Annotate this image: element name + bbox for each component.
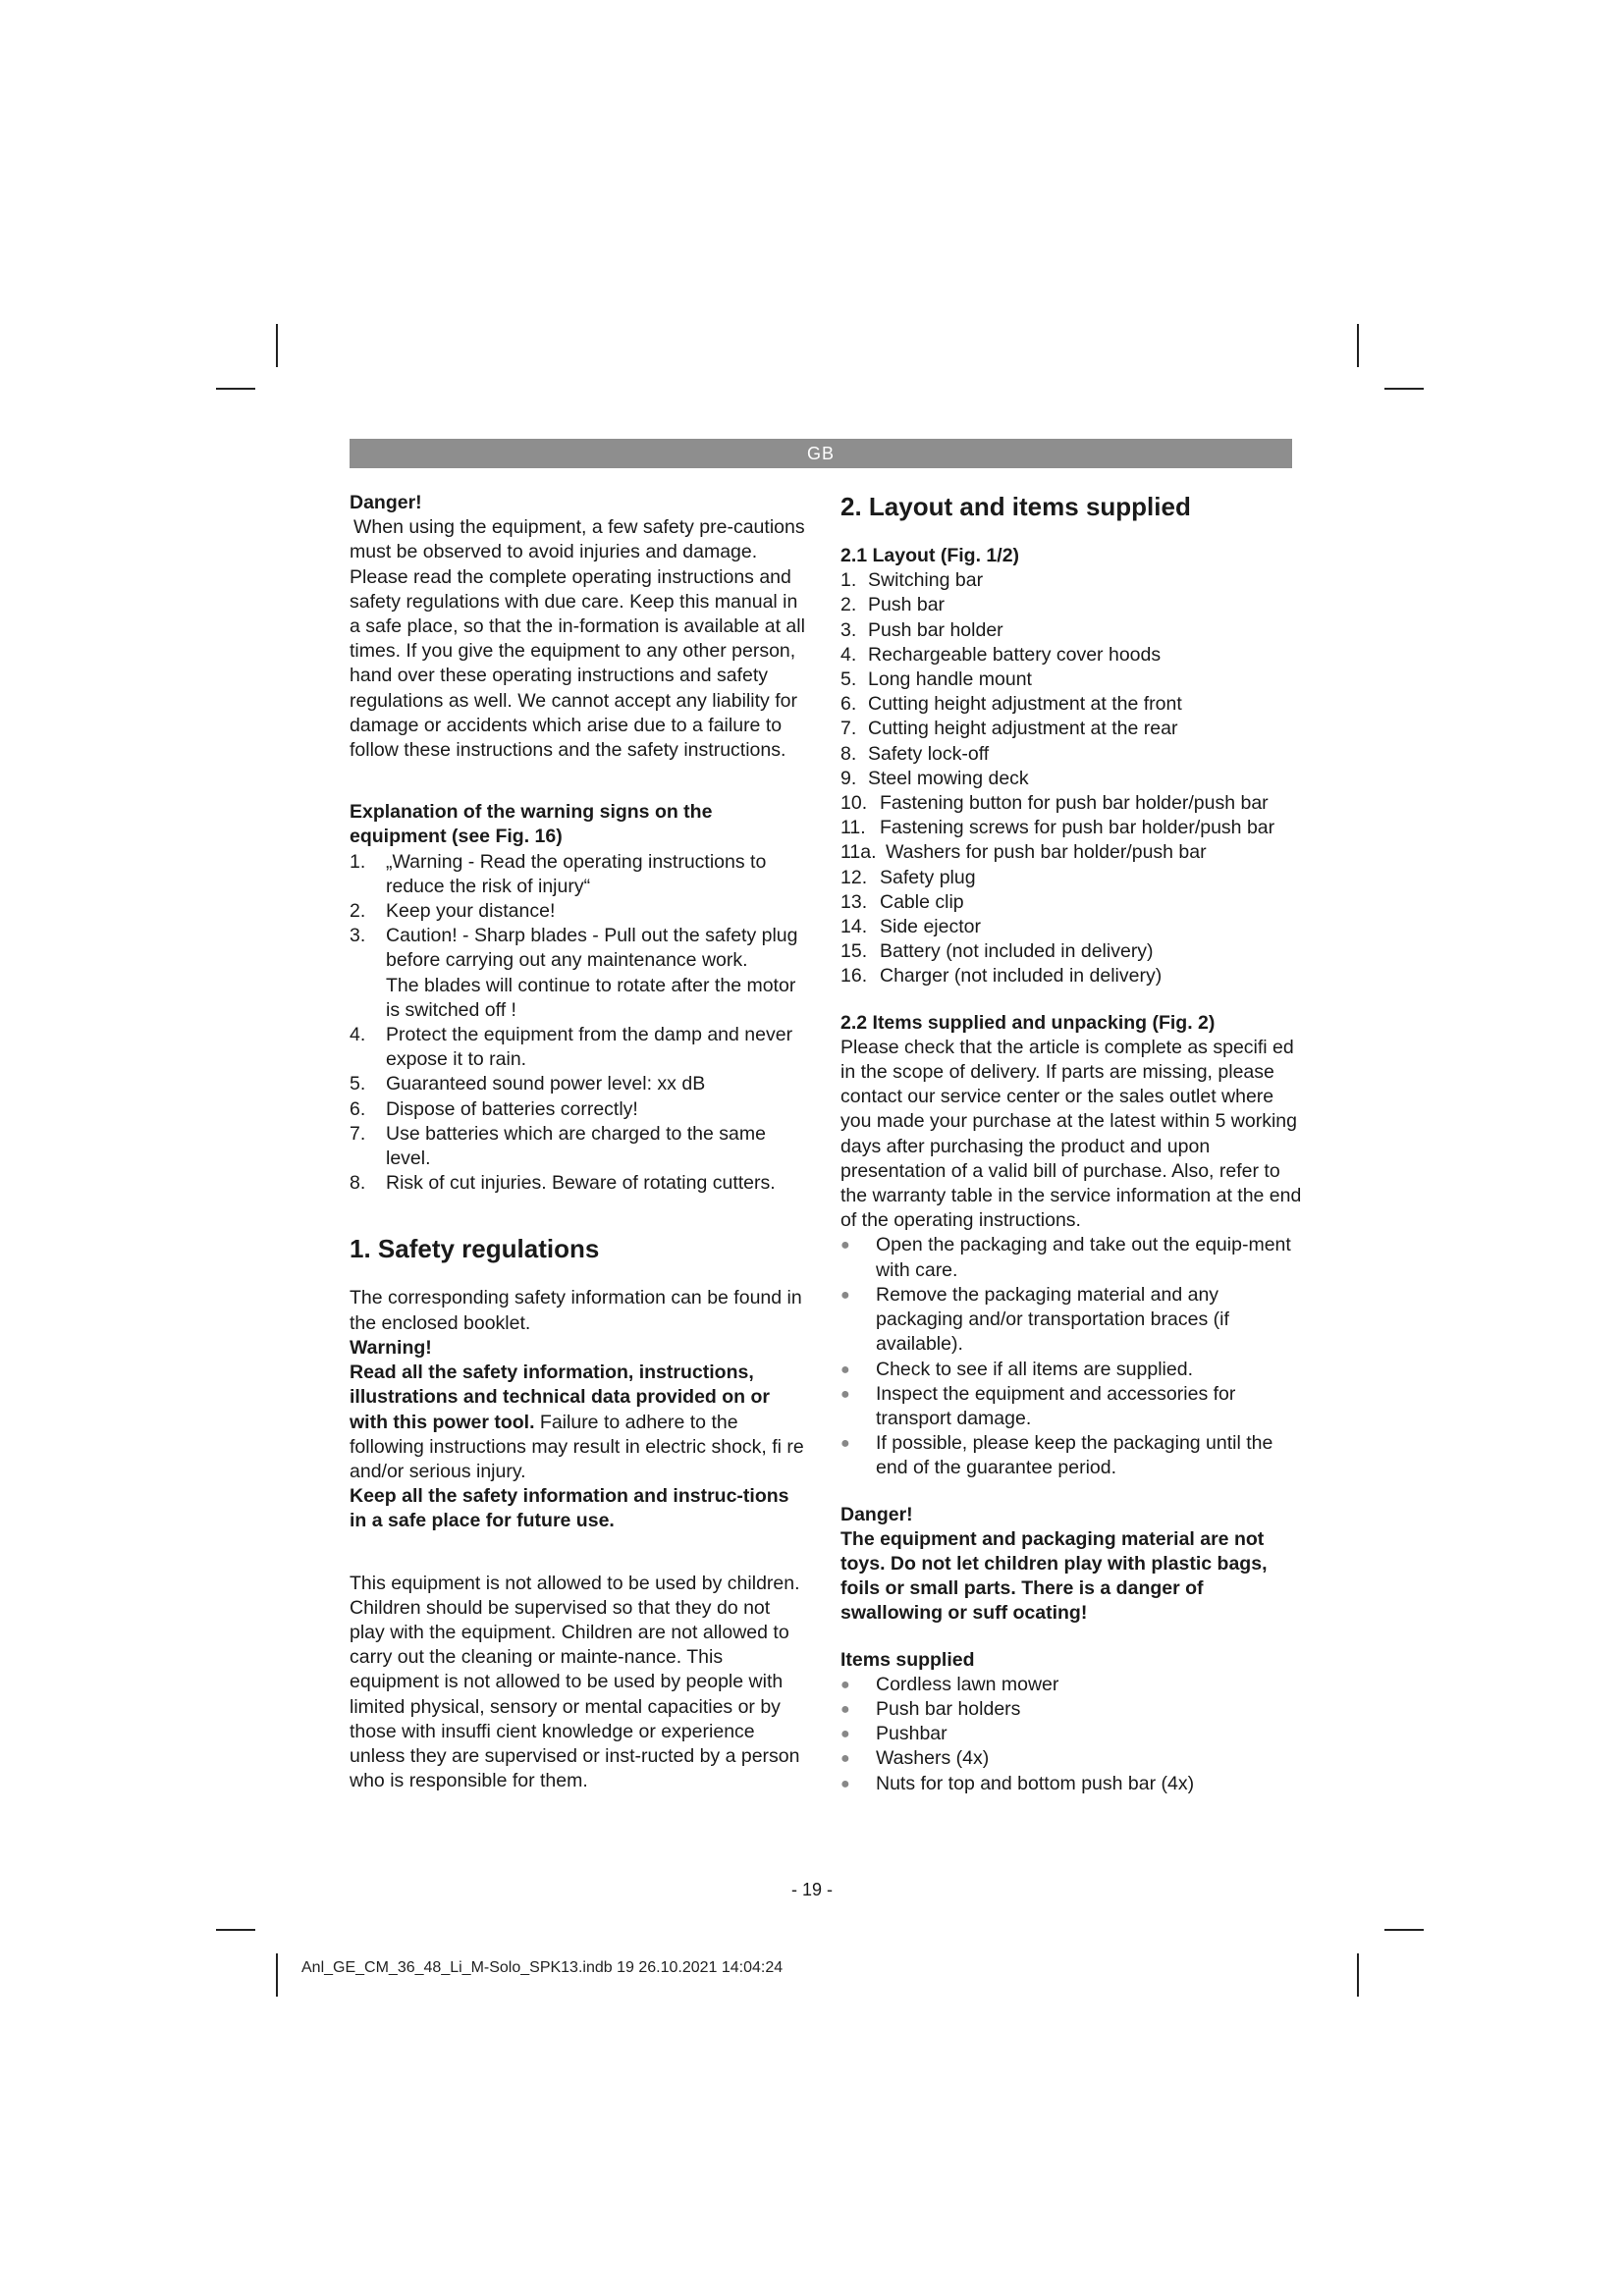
list-item-text: Protect the equipment from the damp and never expose it to rain. (386, 1024, 793, 1071)
list-item-text: The blades will continue to rotate after the motor is switched off ! (386, 974, 796, 1021)
list-item-number: 6. (350, 1097, 366, 1120)
list-item-text: Switching bar (868, 569, 984, 592)
list-item-text: Fastening button for push bar holder/push bar (880, 792, 1269, 815)
list-item (350, 924, 806, 973)
list-item-text: Use batteries which are charged to the same level. (386, 1122, 766, 1170)
list-item (840, 816, 1304, 840)
bullet-dot-icon: ● (840, 1676, 850, 1693)
danger-title-right: Danger! (840, 1503, 913, 1525)
children-text: This equipment is not allowed to be used by children. Children should be supervised so that they do not play with the equipment. Children are not allowed to carry out the cleaning or mainte-nance. This equipment is not allowed to be used by people with limited physical, sensory or mental capacities or by those with insuffi cient knowledge or experience unless they are supervised or inst-ructed by a person who is responsible for them. (350, 1572, 800, 1792)
crop-mark (1384, 1929, 1424, 1931)
crop-mark (276, 324, 278, 367)
bullet-item (840, 1673, 1304, 1697)
crop-mark (216, 388, 255, 390)
list-item-number: 4. (350, 1024, 366, 1046)
list-item (840, 593, 1304, 617)
crop-mark (1384, 388, 1424, 390)
list-item (840, 618, 1304, 643)
danger-title: Danger! (350, 492, 422, 513)
list-item (350, 1171, 806, 1196)
list-item (350, 899, 806, 924)
bullet-dot-icon: ● (840, 1700, 850, 1718)
list-item-number: 6. (840, 693, 857, 716)
bullet-dot-icon: ● (840, 1237, 850, 1255)
list-item-text: „Warning - Read the operating instructions to reduce the risk of injury“ (386, 850, 767, 897)
right-column (840, 491, 1304, 1796)
list-item-number: 11. (840, 817, 866, 839)
list-item-text: Washers for push bar holder/push bar (886, 841, 1207, 864)
bullet-item (840, 1431, 1304, 1480)
crop-mark (1357, 1953, 1359, 1997)
list-item-text: Side ejector (880, 916, 981, 938)
bullet-dot-icon: ● (840, 1361, 850, 1378)
bullet-item-text: Remove the packaging material and any packaging and/or transportation braces (if available). (876, 1283, 1229, 1356)
bullet-dot-icon: ● (840, 1435, 850, 1453)
list-item-number: 2. (840, 594, 857, 616)
list-item (840, 717, 1304, 741)
list-item-number: 4. (840, 643, 857, 666)
safety-heading: 1. Safety regulations (350, 1234, 600, 1264)
layout-items-list (840, 568, 1304, 988)
list-item-number: 3. (350, 925, 366, 947)
list-item (840, 767, 1304, 791)
list-item-text: Cutting height adjustment at the rear (868, 718, 1178, 740)
danger-bold-text: The equipment and packaging material are not toys. Do not let children play with plastic bags, foils or small parts. There is a danger of swallowing or suff ocating! (840, 1527, 1268, 1625)
bullet-item-text: Inspect the equipment and accessories for transport damage. (876, 1382, 1236, 1429)
list-item-text: Risk of cut injuries. Beware of rotating cutters. (386, 1172, 776, 1195)
list-item (840, 890, 1304, 915)
safety-paragraph (350, 1361, 806, 1484)
bullet-item (840, 1283, 1304, 1358)
list-item (840, 742, 1304, 767)
bullet-dot-icon: ● (840, 1775, 850, 1792)
list-item (840, 915, 1304, 939)
list-item-number: 13. (840, 890, 868, 913)
list-item-number: 8. (840, 742, 857, 765)
list-item (350, 1097, 806, 1122)
list-item-number: 3. (840, 618, 857, 641)
list-item (840, 866, 1304, 890)
list-item-number: 5. (350, 1073, 366, 1095)
list-item-text: Steel mowing deck (868, 767, 1029, 789)
bullet-dot-icon: ● (840, 1385, 850, 1403)
unpack-steps-list (840, 1233, 1304, 1480)
list-item-text: Dispose of batteries correctly! (386, 1097, 638, 1120)
list-item-text: Keep your distance! (386, 900, 556, 923)
items-supplied-title: Items supplied (840, 1648, 975, 1671)
list-item-text: Caution! - Sharp blades - Pull out the safety plug before carrying out any maintenance work. (386, 925, 798, 972)
list-item-text: Rechargeable battery cover hoods (868, 643, 1162, 666)
list-item-number: 16. (840, 965, 868, 988)
list-item-text: Push bar holder (868, 618, 1003, 641)
list-item (350, 1072, 806, 1096)
page-number: - 19 - (790, 1880, 833, 1899)
list-item-number: 10. (840, 792, 868, 815)
bullet-item-text: Cordless lawn mower (876, 1673, 1059, 1695)
list-item-number: 8. (350, 1172, 366, 1195)
danger-text: When using the equipment, a few safety pre-cautions must be observed to avoid injuries and damage. Please read the complete operating instructions and safety regulations with due care. Keep this manual in a safe place, so that the in-formation is available at all times. If you give the equipment to any other person, hand over these operating instructions and safety regulations as well. We cannot accept any liability for damage or accidents which arise due to a failure to follow these instructions and the safety instructions. (350, 516, 805, 762)
list-item-text: Cable clip (880, 890, 964, 913)
list-item (350, 1023, 806, 1072)
list-item-number: 1. (840, 569, 857, 592)
bullet-item (840, 1697, 1304, 1722)
layout-subheading: 2.1 Layout (Fig. 1/2) (840, 545, 1020, 566)
list-item-text: Guaranteed sound power level: xx dB (386, 1073, 706, 1095)
list-item (350, 1122, 806, 1171)
bullet-item-text: Push bar holders (876, 1697, 1021, 1720)
list-item (840, 964, 1304, 988)
bullet-item (840, 1233, 1304, 1282)
left-column (350, 491, 806, 1793)
list-item-number: 7. (350, 1122, 366, 1145)
bullet-item (840, 1358, 1304, 1382)
bullet-item (840, 1382, 1304, 1431)
list-item (840, 791, 1304, 816)
supplied-subheading: 2.2 Items supplied and unpacking (Fig. 2) (840, 1011, 1216, 1034)
list-item-text: Push bar (868, 594, 946, 616)
list-item-text: Battery (not included in delivery) (880, 940, 1154, 963)
list-item-number: 12. (840, 866, 868, 888)
list-item-number: 2. (350, 900, 366, 923)
items-supplied-list (840, 1673, 1304, 1796)
list-item-number: 14. (840, 916, 868, 938)
list-item-number: 1. (350, 850, 366, 873)
list-item (840, 643, 1304, 667)
list-item-text: Fastening screws for push bar holder/push bar (880, 817, 1275, 839)
list-item (350, 850, 806, 899)
crop-mark (276, 1953, 278, 1997)
list-item (350, 974, 806, 1023)
list-item-number: 7. (840, 718, 857, 740)
crop-mark (216, 1929, 255, 1931)
safety-warning: Warning! (350, 1336, 432, 1359)
crop-mark (1357, 324, 1359, 367)
list-item-text: Safety plug (880, 866, 976, 888)
layout-heading: 2. Layout and items supplied (840, 492, 1191, 521)
bullet-dot-icon: ● (840, 1750, 850, 1768)
list-item (840, 939, 1304, 964)
list-item (840, 667, 1304, 692)
list-item (840, 692, 1304, 717)
safety-text-1: Failure to adhere to the following instructions may result in electric shock, fi re and/or serious injury. (350, 1411, 804, 1482)
language-header-bar: GB (350, 439, 1292, 468)
bullet-item-text: Pushbar (876, 1723, 947, 1745)
list-item-number: 5. (840, 668, 857, 691)
bullet-item-text: Open the packaging and take out the equip-ment with care. (876, 1234, 1291, 1281)
bullet-item (840, 1746, 1304, 1771)
list-item-number: 11a. (840, 841, 877, 864)
list-item-number: 9. (840, 767, 857, 789)
list-item-text: Safety lock-off (868, 742, 990, 765)
bullet-item-text: Washers (4x) (876, 1747, 990, 1770)
bullet-dot-icon: ● (840, 1726, 850, 1743)
safety-bold-1: Read all the safety information, instructions, illustrations and technical data provided on or with this power tool. (350, 1362, 770, 1433)
list-item-text: Charger (not included in delivery) (880, 965, 1163, 988)
bullet-item-text: If possible, please keep the packaging until the end of the guarantee period. (876, 1432, 1273, 1479)
list-item (840, 840, 1304, 865)
safety-bold-2: Keep all the safety information and instruc-tions in a safe place for future use. (350, 1485, 789, 1532)
supplied-text: Please check that the article is complete as specifi ed in the scope of delivery. If parts are missing, please contact our service center or the sales outlet where you made your purchase at the latest within 5 working days after purchasing the product and upon presentation of a valid bill of purchase. Also, refer to the warranty table in the service information at the end of the operating instructions. (840, 1036, 1302, 1232)
bullet-item (840, 1722, 1304, 1746)
warning-signs-title: Explanation of the warning signs on the equipment (see Fig. 16) (350, 801, 713, 848)
list-item (840, 568, 1304, 593)
list-item-text: Cutting height adjustment at the front (868, 693, 1182, 716)
list-item-number: 15. (840, 940, 868, 963)
list-item-text: Long handle mount (868, 668, 1032, 691)
warning-signs-list (350, 850, 806, 1197)
bullet-item-text: Nuts for top and bottom push bar (4x) (876, 1772, 1195, 1794)
bullet-item (840, 1772, 1304, 1796)
print-footer: Anl_GE_CM_36_48_Li_M-Solo_SPK13.indb 19 26.10.2021 14:04:24 (301, 1959, 784, 1976)
bullet-dot-icon: ● (840, 1286, 850, 1304)
bullet-item-text: Check to see if all items are supplied. (876, 1358, 1193, 1380)
safety-intro: The corresponding safety information can be found in the enclosed booklet. (350, 1287, 802, 1334)
